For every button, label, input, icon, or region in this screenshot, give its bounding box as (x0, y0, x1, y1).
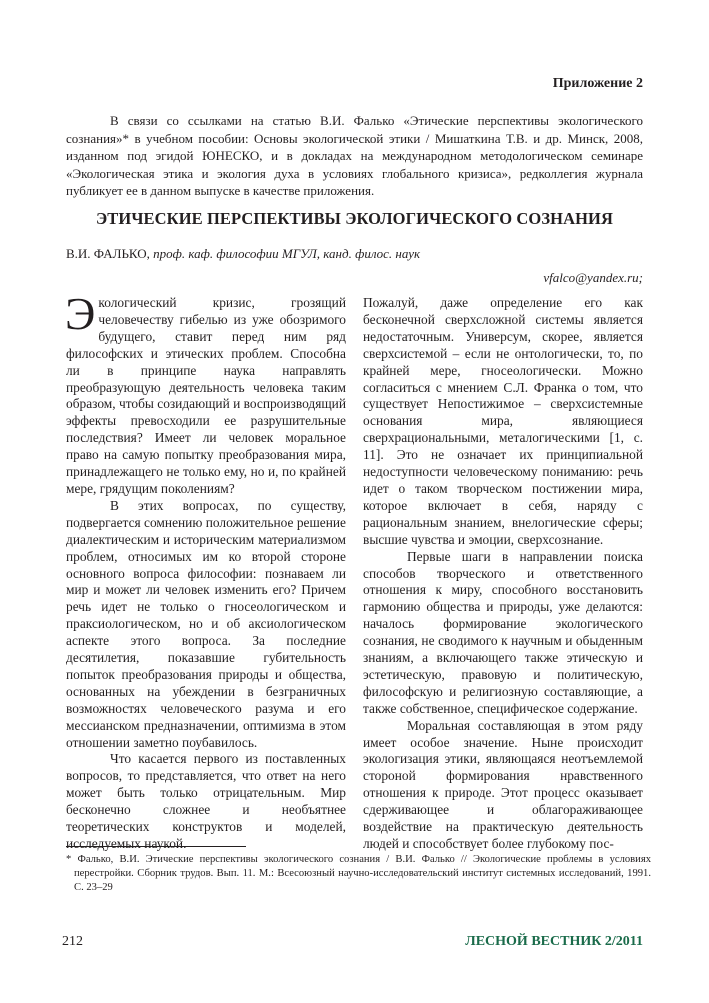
author-affiliation: проф. каф. философии МГУЛ, канд. филос. наук (149, 246, 421, 261)
article-title: ЭТИЧЕСКИЕ ПЕРСПЕКТИВЫ ЭКОЛОГИЧЕСКОГО СОЗНАНИЯ (96, 209, 613, 228)
footnote: * Фалько, В.И. Этические перспективы экологического сознания / В.И. Фалько // Экологические проблемы в условиях перестройки. Сборник трудов. Вып. 11. М.: Всесоюзный научно-исследовательский институт системных исследований, 1991. С. 23–29 (66, 854, 651, 893)
journal-name: ЛЕСНОЙ ВЕСТНИК 2/2011 (465, 934, 643, 949)
page-number: 212 (62, 934, 83, 949)
author-email[interactable]: vfalco@yandex.ru; (543, 270, 643, 285)
paragraph: Моральная составляющая в этом ряду имеет особое значение. Ныне происходит экологизация этики, являющаяся неотъемлемой стороной формирования нравственного отношения к природе. Этот процесс оказывает сдерживающее и облагораживающее воздействие на практическую деятельность людей и способствует более глубокому пос- (363, 717, 643, 851)
paragraph: Пожалуй, даже определение его как бесконечной сверхсложной системы является недостаточным. Универсум, скорее, является сверхсистемой – если не онтологически, то, по крайней мере, гносеологически. Можно согласиться с мнением С.Л. Франка о том, что существует Непостижимое – сверхсистемные основания мира, являющиеся сверхрациональными, металогическими [1, с. 11]. Это не означает их принципиальной недоступности человеческому пониманию: речь идет о таком творческом постижении мира, которое включает в себя, наряду с рациональным знанием, внелогические сферы; высшие чувства и эмоции, сверхсознание. (363, 295, 643, 547)
author-line (66, 246, 420, 262)
drop-cap: Э (65, 288, 96, 339)
body-column-right (363, 295, 643, 853)
footnote-divider (66, 846, 246, 847)
author-name: В.И. ФАЛЬКО, (66, 246, 150, 261)
paragraph: Первые шаги в направлении поиска способов творческого и ответственного отношения к миру, способного восстановить гармонию общества и природы, уже делаются: началось формирование экологического сознания, не сводимого к научным и обыденным знаниям, а включающего также этическую и эстетическую, правовую и политическую, философскую и религиозную составляющие, а также собственное, специфическое содержание. (363, 548, 643, 716)
paragraph-text: кологический кризис, грозящий человечеству гибелью из уже обозримого будущего, ставит перед ним ряд философских и этических проблем. Способна ли в принципе наука направлять преобразующую деятельность человека таким образом, чтобы созидающий и воспроизводящий эффекты превосходили ее разрушительные последствия? Имеет ли человек моральное право на самую попытку преобразования мира, принадлежащего не только ему, но и, по крайней мере, грядущим поколениям? (66, 295, 346, 496)
paragraph: Что касается первого из поставленных вопросов, то представляется, что ответ на него может быть только отрицательным. Мир бесконечно сложнее и необъятнее теоретических конструктов и моделей, исследуемых наукой. (66, 751, 346, 851)
body-column-left (65, 288, 346, 853)
paragraph (65, 288, 346, 498)
appendix-label: Приложение 2 (552, 76, 643, 91)
paragraph: В этих вопросах, по существу, подвергается сомнению положительное решение диалектическим и историческим материализмом проблем, относимых им ко второй стороне основного вопроса философии: познаваем ли мир и может ли человек изменить его? Причем речь идет не только о гносеологическом и праксиологическом, но и об аксиологическом аспекте этого вопроса. За последние десятилетия, показавшие губительность попыток преобразования природы и общества, основанных на убеждении в безграничных возможностях человеческого разума и его мессианском предназначении, оптимизма в этом отношении заметно поубавилось. (66, 497, 346, 750)
editorial-intro: В связи со ссылками на статью В.И. Фалько «Этические перспективы экологического сознания»* в учебном пособии: Основы экологической этики / Мишаткина Т.В. и др. Минск, 2008, изданном под эгидой ЮНЕСКО, и в докладах на международном методологическом семинаре «Экологическая этика и экология духа в условиях глобального кризиса», редколлегия журнала публикует ее в данном выпуске в качестве приложения. (66, 113, 643, 199)
